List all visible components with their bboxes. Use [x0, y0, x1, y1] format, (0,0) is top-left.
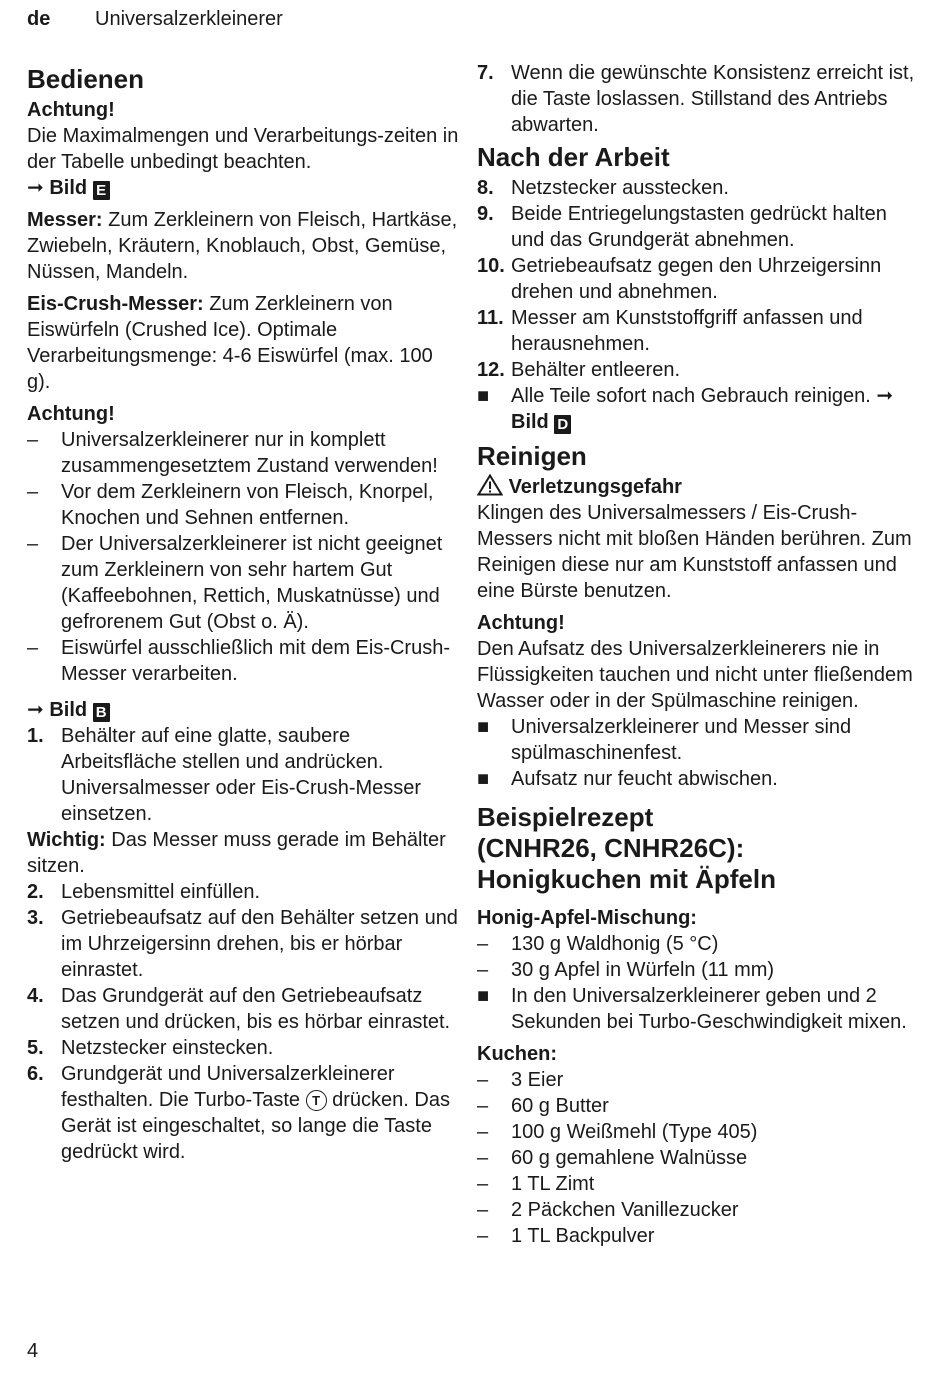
list-item: – 60 g gemahlene Walnüsse	[477, 1147, 748, 1169]
bullet-marker: ■	[477, 768, 490, 790]
step-5: 5. Netzstecker einstecken.	[27, 1037, 274, 1059]
figure-ref-b	[27, 697, 459, 723]
eis-paragraph	[27, 291, 459, 395]
kuchen-label: Kuchen:	[477, 1043, 557, 1065]
list-item: – 100 g Weißmehl (Type 405)	[477, 1121, 758, 1143]
step-2: 2. Lebensmittel einfüllen.	[27, 881, 261, 903]
achtung-label-1: Achtung!	[27, 99, 115, 121]
language-code: de	[27, 8, 51, 30]
list-item: – Universalzerkleinerer nur in komplett zusammengesetztem Zustand verwenden!	[27, 429, 438, 477]
page-number: 4	[27, 1340, 39, 1362]
step-9: 9. Beide Entriegelungstasten gedrückt halten und das Grundgerät abnehmen.	[477, 203, 887, 251]
arrow-right-icon: ➞	[27, 699, 44, 721]
arrow-right-icon: ➞	[876, 385, 894, 407]
warning-line	[477, 474, 917, 500]
list-item: – Eiswürfel ausschließlich mit dem Eis-Crush-Messer verarbeiten.	[27, 637, 450, 685]
dash-marker: –	[477, 1095, 489, 1117]
eis-text: Zum Zerkleinern von Eiswürfeln (Crushed Ice). Optimale Verarbeitungsmenge: 4-6 Eiswürfel (max. 100 g).	[27, 293, 433, 393]
wichtig-paragraph	[27, 827, 459, 879]
bullet-marker: ■	[477, 385, 490, 407]
step-7: 7. Wenn die gewünschte Konsistenz erreicht ist, die Taste loslassen. Stillstand des Antriebs abwarten.	[477, 62, 915, 136]
dash-marker: –	[477, 1173, 489, 1195]
figure-ref-e	[27, 175, 459, 201]
step-3: 3. Getriebeaufsatz auf den Behälter setzen und im Uhrzeigersinn drehen, bis er hörbar einrastet.	[27, 907, 458, 981]
list-item: ■ Aufsatz nur feucht abwischen.	[477, 768, 778, 790]
step-12: 12. Behälter entleeren.	[477, 359, 681, 381]
achtung-text-1: Die Maximalmengen und Verarbeitungs-zeiten in der Tabelle unbedingt beachten.	[27, 125, 459, 173]
dash-marker: –	[477, 959, 489, 981]
dash-marker: –	[477, 1147, 489, 1169]
warning-text: Klingen des Universalmessers / Eis-Crush-Messers nicht mit bloßen Händen berühren. Zum Reinigen diese nur am Kunststoff anfassen und eine Bürste benutzen.	[477, 502, 912, 602]
nach-steps	[477, 175, 917, 435]
wichtig-text: Das Messer muss gerade im Behälter sitzen.	[27, 829, 446, 877]
dash-marker: –	[477, 1225, 489, 1247]
step-10: 10. Getriebeaufsatz gegen den Uhrzeigersinn drehen und abnehmen.	[477, 255, 882, 303]
bullet-marker: ■	[477, 716, 490, 738]
right-column	[477, 60, 917, 1249]
figure-letter-b: B	[93, 703, 110, 722]
eis-label: Eis-Crush-Messer:	[27, 293, 204, 315]
dash-list	[27, 427, 459, 687]
heading-reinigen: Reinigen	[477, 441, 587, 471]
list-item: – 30 g Apfel in Würfeln (11 mm)	[477, 959, 775, 981]
dash-marker: –	[27, 429, 39, 451]
dash-marker: –	[27, 637, 39, 659]
dash-marker: –	[27, 481, 39, 503]
achtung-text-3: Den Aufsatz des Universalzerkleinerers nie in Flüssigkeiten tauchen und nicht unter fließendem Wasser oder in der Spülmaschine reinigen.	[477, 638, 913, 712]
dash-marker: –	[477, 1121, 489, 1143]
step-1: 1. Behälter auf eine glatte, saubere Arbeitsfläche stellen und andrücken. Universalmesser oder Eis-Crush-Messer einsetzen.	[27, 725, 422, 825]
turbo-button-icon: T	[306, 1090, 327, 1111]
dash-marker: –	[477, 1199, 489, 1221]
figure-letter-d: D	[554, 415, 571, 434]
bullet-marker: ■	[477, 985, 490, 1007]
list-item: – 60 g Butter	[477, 1095, 609, 1117]
list-item: – 2 Päckchen Vanillezucker	[477, 1199, 739, 1221]
bild-label: Bild	[49, 177, 88, 199]
messer-text: Zum Zerkleinern von Fleisch, Hartkäse, Zwiebeln, Kräutern, Knoblauch, Obst, Gemüse, Nüssen, Mandeln.	[27, 209, 458, 283]
document-title: Universalzerkleinerer	[95, 8, 283, 30]
achtung-label-3: Achtung!	[477, 612, 565, 634]
messer-label: Messer:	[27, 209, 103, 231]
dash-marker: –	[27, 533, 39, 555]
warning-triangle-icon	[477, 474, 503, 496]
list-item: ■ Alle Teile sofort nach Gebrauch reinigen. ➞ Bild D	[477, 385, 894, 433]
bild-label: Bild	[49, 699, 88, 721]
list-item: ■ In den Universalzerkleinerer geben und 2 Sekunden bei Turbo-Geschwindigkeit mixen.	[477, 985, 907, 1033]
figure-letter-e: E	[93, 181, 110, 200]
messer-paragraph	[27, 207, 459, 285]
list-item: – 130 g Waldhonig (5 °C)	[477, 933, 719, 955]
warning-label: Verletzungsgefahr	[508, 476, 682, 498]
list-item: – 1 TL Zimt	[477, 1173, 595, 1195]
dash-marker: –	[477, 933, 489, 955]
arrow-right-icon: ➞	[27, 177, 44, 199]
list-item: – 3 Eier	[477, 1069, 564, 1091]
list-item: – Der Universalzerkleinerer ist nicht geeignet zum Zerkleinern von sehr hartem Gut (Kaffeebohnen, Rettich, Muskatnüsse) und gefrorenem Gut (Obst o. Ä).	[27, 533, 443, 633]
wichtig-label: Wichtig:	[27, 829, 106, 851]
step-4: 4. Das Grundgerät auf den Getriebeaufsatz setzen und drücken, bis es hörbar einrastet.	[27, 985, 451, 1033]
step-11: 11. Messer am Kunststoffgriff anfassen und herausnehmen.	[477, 307, 863, 355]
step-6: 6. Grundgerät und Universalzerkleinerer festhalten. Die Turbo-Taste T drücken. Das Gerät ist eingeschaltet, so lange die Taste gedrückt wird.	[27, 1063, 450, 1163]
left-column	[27, 60, 459, 1165]
list-item: – 1 TL Backpulver	[477, 1225, 655, 1247]
achtung-label-2: Achtung!	[27, 403, 115, 425]
page-header	[27, 6, 283, 32]
dash-marker: –	[477, 1069, 489, 1091]
heading-nach-der-arbeit: Nach der Arbeit	[477, 142, 670, 172]
heading-bedienen: Bedienen	[27, 64, 145, 94]
list-item: ■ Universalzerkleinerer und Messer sind spülmaschinenfest.	[477, 716, 852, 764]
step-8: 8. Netzstecker ausstecken.	[477, 177, 729, 199]
heading-beispielrezept: Beispielrezept (CNHR26, CNHR26C): Honigkuchen mit Äpfeln	[477, 802, 776, 894]
mischung-label: Honig-Apfel-Mischung:	[477, 907, 697, 929]
list-item: – Vor dem Zerkleinern von Fleisch, Knorpel, Knochen und Sehnen entfernen.	[27, 481, 434, 529]
